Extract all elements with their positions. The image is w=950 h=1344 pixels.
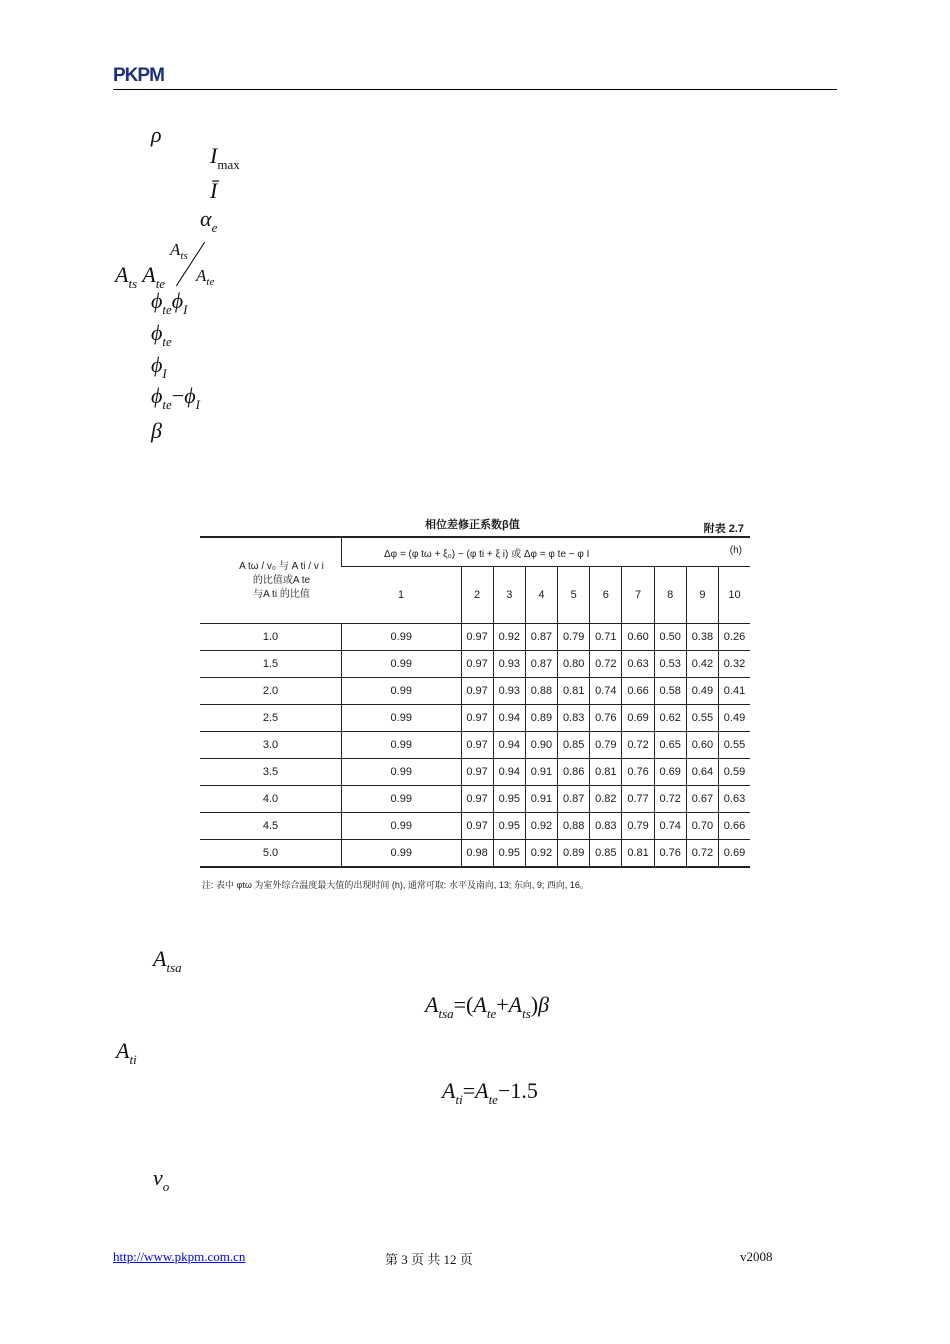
beta-value-cell: 0.58 [654, 678, 686, 705]
beta-value-cell: 0.55 [719, 732, 751, 759]
beta-value-cell: 0.98 [461, 840, 493, 868]
ratio-cell: 4.5 [200, 813, 342, 840]
beta-value-cell: 0.95 [493, 840, 525, 868]
header-unit: (h) [729, 544, 742, 556]
beta-value-cell: 0.26 [719, 624, 751, 651]
table-header-formula [342, 537, 751, 567]
beta-value-cell: 0.66 [719, 813, 751, 840]
beta-value-cell: 0.74 [654, 813, 686, 840]
beta-value-cell: 0.99 [342, 786, 462, 813]
table-row [200, 759, 750, 786]
beta-value-cell: 0.94 [493, 759, 525, 786]
column-header-1: 1 [342, 567, 462, 624]
beta-value-cell: 0.53 [654, 651, 686, 678]
beta-value-cell: 0.76 [654, 840, 686, 868]
symbol-rho: ρ [151, 122, 162, 147]
symbol-phi-difference: $\phi_{te}-\phi_I$ [151, 383, 200, 412]
table-row [200, 624, 750, 651]
beta-value-cell: 0.92 [493, 624, 525, 651]
symbol-phi-i: $\phi_I$ [151, 352, 167, 381]
beta-value-cell: 0.80 [558, 651, 590, 678]
beta-value-cell: 0.77 [622, 786, 654, 813]
column-header-9: 9 [686, 567, 718, 624]
symbol-i-max: $I_{max}$ [210, 143, 240, 172]
beta-value-cell: 0.76 [590, 705, 622, 732]
footer-page-number: 第 3 页 共 12 页 [385, 1252, 473, 1267]
header-left-line1: A tω / v₀ 与 A ti / v i [239, 560, 324, 572]
beta-value-cell: 0.89 [558, 840, 590, 868]
beta-value-cell: 0.97 [461, 624, 493, 651]
beta-value-cell: 0.92 [525, 840, 557, 868]
table-title: 相位差修正系数β值 [425, 519, 520, 531]
column-header-4: 4 [525, 567, 557, 624]
beta-value-cell: 0.94 [493, 732, 525, 759]
header-formula-text: Δφ = (φ tω + ξ₀) − (φ ti + ξ i) 或 Δφ = φ te − φ I [384, 548, 590, 560]
beta-value-cell: 0.97 [461, 732, 493, 759]
ratio-cell: 3.0 [200, 732, 342, 759]
beta-value-cell: 0.95 [493, 786, 525, 813]
beta-value-cell: 0.49 [686, 678, 718, 705]
beta-value-cell: 0.81 [590, 759, 622, 786]
beta-value-cell: 0.49 [719, 705, 751, 732]
table-row [200, 786, 750, 813]
beta-value-cell: 0.99 [342, 678, 462, 705]
symbol-alpha-e: $\alpha_e$ [200, 206, 218, 235]
column-header-3: 3 [493, 567, 525, 624]
beta-value-cell: 0.88 [558, 813, 590, 840]
fraction-numerator: $A_{ts}$ [170, 240, 188, 262]
beta-value-cell: 0.79 [622, 813, 654, 840]
symbol-i-bar: Ī [210, 178, 218, 203]
beta-value-cell: 0.83 [590, 813, 622, 840]
beta-value-cell: 0.63 [719, 786, 751, 813]
beta-value-cell: 0.71 [590, 624, 622, 651]
beta-value-cell: 0.97 [461, 813, 493, 840]
beta-value-cell: 0.72 [654, 786, 686, 813]
ratio-cell: 4.0 [200, 786, 342, 813]
beta-value-cell: 0.93 [493, 678, 525, 705]
beta-value-cell: 0.69 [622, 705, 654, 732]
table-row [200, 732, 750, 759]
beta-value-cell: 0.86 [558, 759, 590, 786]
beta-value-cell: 0.79 [558, 624, 590, 651]
beta-value-cell: 0.87 [525, 624, 557, 651]
beta-value-cell: 0.64 [686, 759, 718, 786]
equation-atsa: $A_{tsa}=(A_{te}+A_{ts})\beta$ [425, 992, 550, 1021]
column-header-7: 7 [622, 567, 654, 624]
column-header-5: 5 [558, 567, 590, 624]
ratio-cell: 1.0 [200, 624, 342, 651]
beta-value-cell: 0.81 [622, 840, 654, 868]
beta-value-cell: 0.76 [622, 759, 654, 786]
beta-value-cell: 0.87 [525, 651, 557, 678]
beta-value-cell: 0.99 [342, 651, 462, 678]
ratio-cell: 1.5 [200, 651, 342, 678]
pkpm-logo: PKPM [113, 65, 164, 86]
beta-value-cell: 0.94 [493, 705, 525, 732]
beta-value-cell: 0.97 [461, 678, 493, 705]
ratio-cell: 3.5 [200, 759, 342, 786]
beta-value-cell: 0.66 [622, 678, 654, 705]
beta-value-cell: 0.99 [342, 840, 462, 868]
beta-value-cell: 0.97 [461, 759, 493, 786]
table-header-left [200, 537, 342, 624]
beta-value-cell: 0.91 [525, 786, 557, 813]
beta-value-cell: 0.72 [590, 651, 622, 678]
ratio-cell: 2.5 [200, 705, 342, 732]
beta-value-cell: 0.95 [493, 813, 525, 840]
beta-table [200, 536, 750, 868]
table-note: 注: 表中 φtω 为室外综合温度最大值的出现时间 (h), 通常可取: 水平及南向, 13; 东向, 9; 西向, 16。 [202, 880, 589, 890]
beta-value-cell: 0.50 [654, 624, 686, 651]
beta-value-cell: 0.55 [686, 705, 718, 732]
footer-url-link[interactable]: http://www.pkpm.com.cn [113, 1249, 246, 1264]
symbol-atsa: $A_{tsa}$ [153, 946, 182, 975]
beta-value-cell: 0.85 [558, 732, 590, 759]
table-row [200, 813, 750, 840]
beta-value-cell: 0.81 [558, 678, 590, 705]
table-row [200, 678, 750, 705]
beta-value-cell: 0.60 [622, 624, 654, 651]
beta-value-cell: 0.79 [590, 732, 622, 759]
column-header-2: 2 [461, 567, 493, 624]
beta-value-cell: 0.82 [590, 786, 622, 813]
beta-value-cell: 0.65 [654, 732, 686, 759]
symbol-phi-te-phi-i: $\phi_{te}\phi_I$ [151, 288, 188, 317]
column-header-6: 6 [590, 567, 622, 624]
beta-value-cell: 0.87 [558, 786, 590, 813]
beta-value-cell: 0.88 [525, 678, 557, 705]
beta-value-cell: 0.92 [525, 813, 557, 840]
footer-version: v2008 [740, 1249, 773, 1264]
ratio-cell: 5.0 [200, 840, 342, 868]
beta-value-cell: 0.91 [525, 759, 557, 786]
column-header-10: 10 [719, 567, 751, 624]
beta-value-cell: 0.70 [686, 813, 718, 840]
beta-value-cell: 0.59 [719, 759, 751, 786]
beta-value-cell: 0.85 [590, 840, 622, 868]
beta-value-cell: 0.89 [525, 705, 557, 732]
beta-value-cell: 0.74 [590, 678, 622, 705]
beta-value-cell: 0.72 [622, 732, 654, 759]
beta-value-cell: 0.63 [622, 651, 654, 678]
beta-value-cell: 0.99 [342, 813, 462, 840]
beta-value-cell: 0.69 [719, 840, 751, 868]
table-row [200, 840, 750, 868]
header-left-line3: 与A ti 的比值 [253, 588, 310, 600]
table-row [200, 651, 750, 678]
symbol-beta: β [151, 418, 162, 443]
table-header-row [200, 537, 750, 567]
beta-value-cell: 0.60 [686, 732, 718, 759]
beta-value-cell: 0.97 [461, 705, 493, 732]
beta-value-cell: 0.69 [654, 759, 686, 786]
beta-value-cell: 0.83 [558, 705, 590, 732]
symbol-ati: $A_{ti}$ [116, 1038, 137, 1067]
beta-value-cell: 0.32 [719, 651, 751, 678]
header-left-line2: 的比值或A te [252, 574, 311, 586]
fraction-denominator: $A_{te}$ [196, 266, 215, 288]
table-code: 附表 2.7 [703, 523, 744, 535]
beta-value-cell: 0.99 [342, 705, 462, 732]
symbol-vo: $v_o$ [153, 1165, 170, 1194]
beta-value-cell: 0.62 [654, 705, 686, 732]
beta-value-cell: 0.42 [686, 651, 718, 678]
beta-value-cell: 0.99 [342, 759, 462, 786]
beta-value-cell: 0.90 [525, 732, 557, 759]
ratio-cell: 2.0 [200, 678, 342, 705]
beta-value-cell: 0.93 [493, 651, 525, 678]
beta-value-cell: 0.97 [461, 651, 493, 678]
symbol-phi-te: $\phi_{te}$ [151, 320, 172, 349]
equation-ati: $A_{ti}=A_{te}-1.5$ [442, 1078, 538, 1107]
beta-correction-table-figure [200, 506, 750, 900]
beta-value-cell: 0.99 [342, 624, 462, 651]
beta-value-cell: 0.41 [719, 678, 751, 705]
beta-value-cell: 0.99 [342, 732, 462, 759]
beta-value-cell: 0.67 [686, 786, 718, 813]
beta-value-cell: 0.38 [686, 624, 718, 651]
beta-value-cell: 0.97 [461, 786, 493, 813]
column-header-8: 8 [654, 567, 686, 624]
symbol-ats-ate: $A_{ts}$ $A_{te}$ [115, 262, 166, 291]
header-rule [113, 89, 837, 90]
beta-value-cell: 0.72 [686, 840, 718, 868]
table-row [200, 705, 750, 732]
